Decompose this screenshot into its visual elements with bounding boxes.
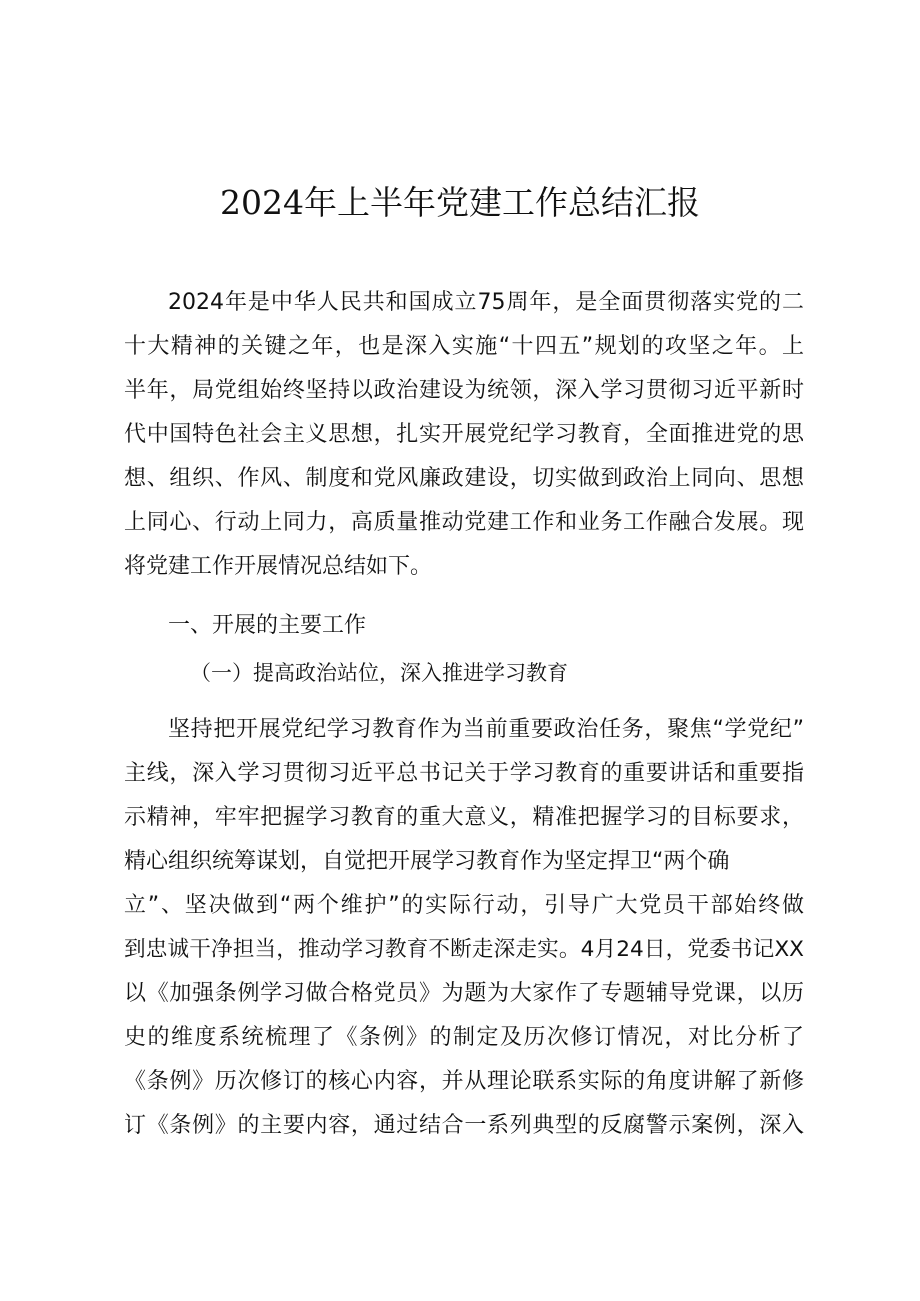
intro-line: 想、组织、作风、制度和党风廉政建设，切实做到政治上同向、思想 (124, 466, 804, 491)
intro-paragraph (124, 281, 804, 589)
body-line: 坚持把开展党纪学习教育作为当前重要政治任务，聚焦“学党纪” (168, 717, 804, 742)
body-line: 示精神，牢牢把握学习教育的重大意义，精准把握学习的目标要求， (124, 805, 804, 830)
section-heading: 一、开展的主要工作 (168, 613, 367, 638)
body-line: 立”、坚决做到“两个维护”的实际行动，引导广大党员干部始终做 (124, 893, 804, 918)
body-line: 订《条例》的主要内容，通过结合一系列典型的反腐警示案例，深入 (124, 1113, 804, 1138)
intro-line: 代中国特色社会主义思想，扎实开展党纪学习教育，全面推进党的思 (124, 422, 804, 447)
intro-line: 半年，局党组始终坚持以政治建设为统领，深入学习贯彻习近平新时 (124, 378, 804, 403)
subsection-heading: （一）提高政治站位，深入推进学习教育 (190, 661, 568, 685)
intro-line: 2024年是中华人民共和国成立75周年，是全面贯彻落实党的二 (168, 290, 804, 315)
intro-line: 将党建工作开展情况总结如下。 (124, 554, 433, 579)
body-line: 《条例》历次修订的核心内容，并从理论联系实际的角度讲解了新修 (124, 1069, 804, 1094)
body-paragraph (124, 708, 804, 1148)
document-title: 2024年上半年党建工作总结汇报 (220, 183, 700, 222)
body-line: 到忠诚干净担当，推动学习教育不断走深走实。4月24日，党委书记XX (124, 937, 804, 962)
body-line: 主线，深入学习贯彻习近平总书记关于学习教育的重要讲话和重要指 (124, 761, 804, 786)
body-line: 以《加强条例学习做合格党员》为题为大家作了专题辅导党课，以历 (124, 981, 804, 1006)
body-line: 史的维度系统梳理了《条例》的制定及历次修订情况，对比分析了 (124, 1025, 804, 1050)
intro-line: 十大精神的关键之年，也是深入实施“十四五”规划的攻坚之年。上 (124, 334, 804, 359)
body-line: 精心组织统筹谋划，自觉把开展学习教育作为坚定捍卫“两个确 (124, 849, 730, 874)
intro-line: 上同心、行动上同力，高质量推动党建工作和业务工作融合发展。现 (124, 510, 804, 535)
